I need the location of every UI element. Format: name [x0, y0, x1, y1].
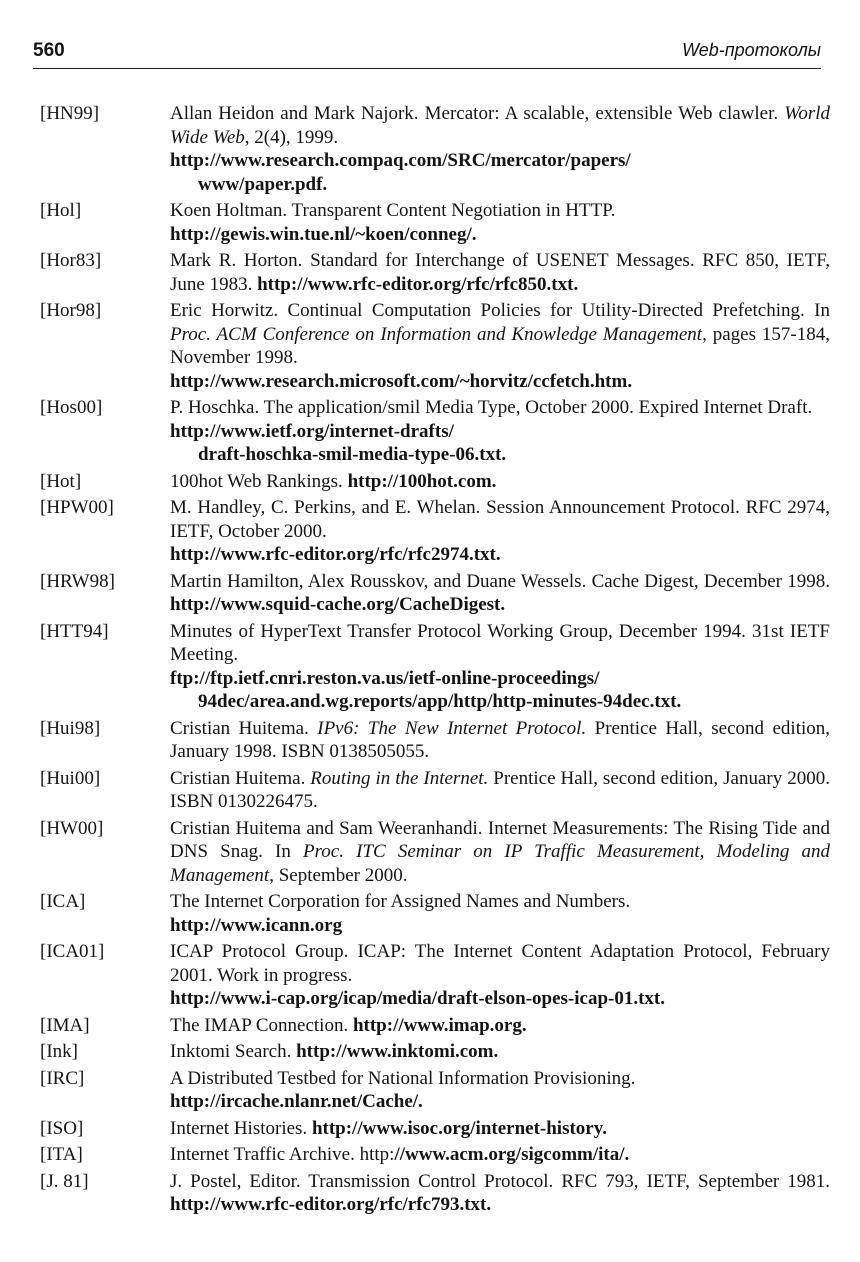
- citation-key: [Ink]: [40, 1041, 78, 1062]
- citation-key: [IRC]: [40, 1067, 85, 1089]
- url-line-continued: draft-hoschka-smil-media-type-06.txt.: [198, 444, 507, 465]
- citation-text-part: 100hot Web Rankings.: [170, 470, 348, 492]
- citation-text-part: Prentice Hall, second edition, January 2000. ISBN 0130226475.: [170, 767, 830, 812]
- section-title: Web-протоколы: [682, 40, 821, 60]
- reference-entry: [40, 1067, 830, 1114]
- page-number: 560: [33, 40, 65, 61]
- citation-key: [HN99]: [40, 103, 100, 124]
- citation-text: [170, 396, 830, 467]
- citation-text: [170, 249, 830, 296]
- reference-entry: [40, 496, 830, 567]
- citation-text-part: Inktomi Search.: [170, 1041, 297, 1062]
- citation-text-part: Internet Traffic Archive. http:: [170, 1144, 395, 1165]
- reference-entry: [40, 102, 830, 196]
- citation-text: [170, 940, 830, 1011]
- citation-url[interactable]: http://www.rfc-editor.org/rfc/rfc850.txt.: [257, 273, 579, 295]
- citation-text: [170, 1143, 830, 1167]
- citation-text-part: Minutes of HyperText Transfer Protocol Working Group, December 1994. 31st IETF Meeting.: [170, 620, 830, 665]
- citation-text: [170, 102, 830, 196]
- citation-text-part: Koen Holtman. Transparent Content Negotiation in HTTP.: [170, 200, 616, 221]
- citation-text-part: Cristian Huitema.: [170, 767, 311, 789]
- citation-url[interactable]: http://www.isoc.org/internet-history.: [311, 1117, 607, 1139]
- citation-text-part: P. Hoschka. The application/smil Media Type, October 2000. Expired Internet Draft.: [170, 397, 813, 418]
- reference-entry: [40, 817, 830, 888]
- citation-text-part: Cristian Huitema and Sam Weeranhandi. Internet Measurements: The Rising Tide and DNS Snag. In: [170, 817, 830, 862]
- citation-url[interactable]: [170, 987, 830, 1011]
- reference-entry: [40, 1170, 830, 1217]
- citation-text: [170, 299, 830, 393]
- citation-key: [HRW98]: [40, 570, 115, 592]
- url-line: http://www.rfc-editor.org/rfc/rfc2974.txt.: [170, 544, 501, 565]
- reference-entry: [40, 717, 830, 764]
- reference-entry: [40, 1040, 830, 1064]
- url-line-continued: www/paper.pdf.: [198, 173, 328, 195]
- citation-text-part: Cristian Huitema.: [170, 717, 318, 739]
- reference-entry: [40, 199, 830, 246]
- citation-text-part: Mark R. Horton. Standard for Interchange of USENET Messages. RFC 850, IETF, June 1983.: [170, 250, 830, 295]
- citation-key: [Hui98]: [40, 717, 101, 739]
- citation-key: [HTT94]: [40, 620, 109, 642]
- citation-key: [HW00]: [40, 817, 104, 839]
- reference-entry: [40, 1117, 830, 1141]
- running-head: [33, 40, 821, 69]
- citation-key: [Hos00]: [40, 397, 103, 418]
- reference-entry: [40, 299, 830, 393]
- citation-text: [170, 817, 830, 888]
- citation-text-part: A Distributed Testbed for National Information Provisioning.: [170, 1067, 636, 1089]
- citation-key: [ICA01]: [40, 941, 105, 962]
- citation-text: [170, 767, 830, 814]
- citation-text-part: , 2(4), 1999.: [244, 126, 339, 148]
- citation-url[interactable]: [170, 420, 830, 467]
- citation-key: [ICA]: [40, 891, 86, 912]
- citation-text: [170, 1067, 830, 1114]
- citation-url[interactable]: [170, 543, 830, 567]
- citation-text: [170, 1014, 830, 1038]
- citation-key: [Hor83]: [40, 250, 102, 271]
- url-line: http://gewis.win.tue.nl/~koen/conneg/.: [170, 223, 477, 245]
- reference-entry: [40, 249, 830, 296]
- citation-journal: World Wide Web: [170, 103, 830, 148]
- citation-text-part: The Internet Corporation for Assigned Names and Numbers.: [170, 891, 631, 912]
- reference-list: [40, 102, 830, 1220]
- citation-text-part: ICAP Protocol Group. ICAP: The Internet Content Adaptation Protocol, February 2001. Work in progress.: [170, 941, 830, 986]
- citation-text-part: Prentice Hall, second edition, January 1998. ISBN 0138505055.: [170, 717, 830, 762]
- citation-proceedings: Proc. ITC Seminar on IP Traffic Measurement, Modeling and Management: [170, 841, 831, 886]
- citation-text: [170, 1170, 830, 1217]
- citation-text-part: Eric Horwitz. Continual Computation Policies for Utility-Directed Prefetching. In: [170, 300, 830, 321]
- citation-url[interactable]: [170, 1090, 830, 1114]
- citation-text: [170, 1117, 830, 1141]
- citation-text-part: The IMAP Connection.: [170, 1014, 353, 1036]
- citation-key: [ISO]: [40, 1117, 84, 1139]
- citation-text: [170, 570, 830, 617]
- citation-proceedings: Proc. ACM Conference on Information and Knowledge Management: [170, 323, 703, 345]
- citation-url[interactable]: [170, 667, 830, 714]
- citation-book-title: IPv6: The New Internet Protocol.: [317, 717, 587, 739]
- reference-entry: [40, 940, 830, 1011]
- citation-text: [170, 496, 830, 567]
- citation-key: [ITA]: [40, 1144, 83, 1165]
- url-line: http://www.icann.org: [170, 914, 343, 936]
- citation-book-title: Routing in the Internet.: [310, 767, 489, 789]
- reference-entry: [40, 470, 830, 494]
- citation-text: [170, 620, 830, 714]
- reference-entry: [40, 890, 830, 937]
- citation-text-part: , pages 157-184, November 1998.: [170, 323, 831, 368]
- citation-key: [HPW00]: [40, 497, 114, 518]
- url-line: http://www.i-cap.org/icap/media/draft-elson-opes-icap-01.txt.: [170, 988, 666, 1009]
- reference-entry: [40, 1143, 830, 1167]
- citation-text-part: , September 2000.: [269, 864, 408, 886]
- citation-url[interactable]: http://100hot.com.: [347, 470, 497, 492]
- citation-key: [Hor98]: [40, 300, 102, 321]
- citation-text-part: Internet Histories.: [170, 1117, 312, 1139]
- url-line: http://ircache.nlanr.net/Cache/.: [170, 1091, 423, 1112]
- citation-url[interactable]: [170, 914, 830, 938]
- citation-text-part: Allan Heidon and Mark Najork. Mercator: A scalable, extensible Web clawler.: [170, 103, 785, 124]
- citation-key: [J. 81]: [40, 1170, 89, 1192]
- url-line-continued: 94dec/area.and.wg.reports/app/http/http-minutes-94dec.txt.: [198, 691, 682, 712]
- citation-url[interactable]: http://www.rfc-editor.org/rfc/rfc793.txt.: [170, 1194, 492, 1215]
- reference-entry: [40, 1014, 830, 1038]
- citation-key: [Hot]: [40, 470, 82, 492]
- url-line: http://www.research.compaq.com/SRC/mercator/papers/: [170, 150, 631, 171]
- citation-url[interactable]: [170, 149, 830, 196]
- citation-key: [Hol]: [40, 200, 82, 221]
- citation-url[interactable]: [170, 223, 830, 247]
- citation-text-part: M. Handley, C. Perkins, and E. Whelan. Session Announcement Protocol. RFC 2974, IETF, October 2000.: [170, 497, 830, 542]
- citation-url[interactable]: //www.acm.org/sigcomm/ita/.: [394, 1144, 630, 1165]
- citation-text: [170, 717, 830, 764]
- reference-entry: [40, 570, 830, 617]
- citation-url[interactable]: http://www.inktomi.com.: [296, 1041, 499, 1062]
- reference-entry: [40, 767, 830, 814]
- citation-key: [IMA]: [40, 1014, 90, 1036]
- citation-key: [Hui00]: [40, 767, 101, 789]
- citation-text-part: Martin Hamilton, Alex Rousskov, and Duane Wessels. Cache Digest, December 1998.: [170, 570, 830, 592]
- citation-text: [170, 470, 830, 494]
- citation-text: [170, 890, 830, 937]
- citation-url[interactable]: [170, 370, 830, 394]
- reference-entry: [40, 620, 830, 714]
- url-line: ftp://ftp.ietf.cnri.reston.va.us/ietf-online-proceedings/: [170, 667, 600, 689]
- citation-text: [170, 199, 830, 246]
- reference-entry: [40, 396, 830, 467]
- citation-text-part: J. Postel, Editor. Transmission Control Protocol. RFC 793, IETF, September 1981.: [170, 1170, 830, 1192]
- citation-url[interactable]: http://www.imap.org.: [352, 1014, 527, 1036]
- url-line: http://www.ietf.org/internet-drafts/: [170, 420, 454, 442]
- citation-text: [170, 1040, 830, 1064]
- citation-url[interactable]: http://www.squid-cache.org/CacheDigest.: [170, 594, 506, 615]
- url-line: http://www.research.microsoft.com/~horvitz/ccfetch.htm.: [170, 370, 633, 392]
